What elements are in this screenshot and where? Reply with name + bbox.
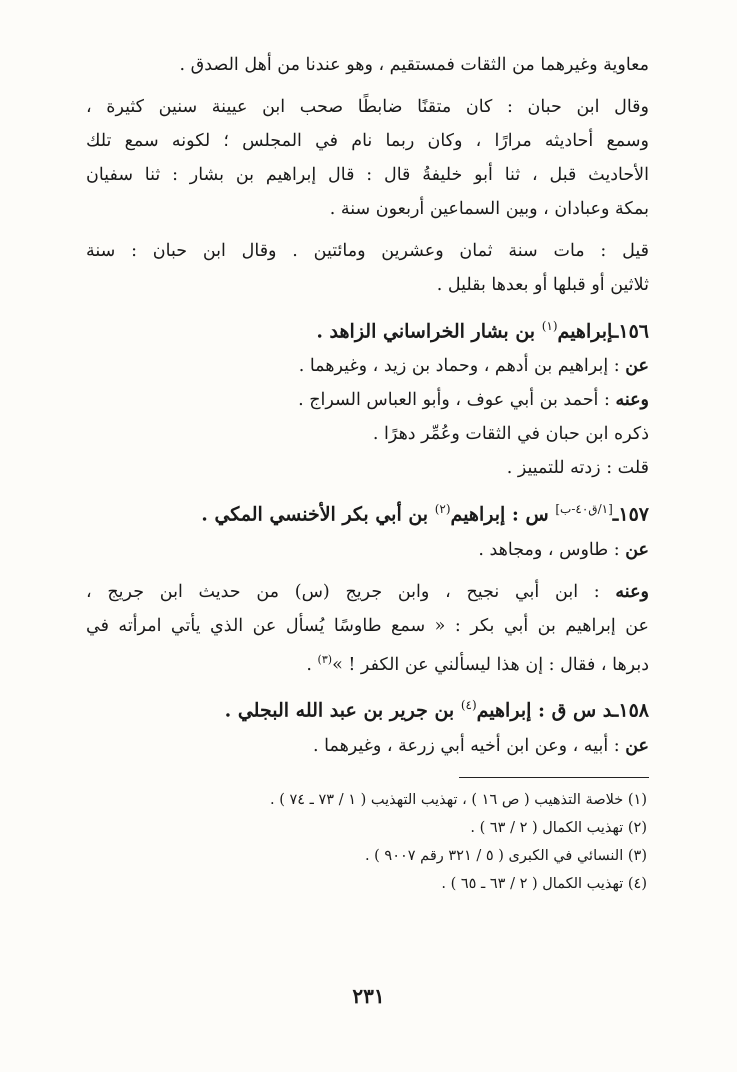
text-line bbox=[86, 643, 649, 682]
entry-158-heading bbox=[86, 687, 649, 728]
text-line: بمكة وعبادان ، وبين السماعين أربعون سنة . bbox=[329, 199, 649, 219]
footnote-ref: (٤) bbox=[460, 698, 477, 713]
entry-name: إبراهيم bbox=[476, 699, 532, 722]
page-number: ٢٣١ bbox=[352, 984, 385, 1008]
an-text: : طاوس ، ومجاهد . bbox=[478, 539, 620, 560]
entry-name-rest: بن بشار الخراساني الزاهد . bbox=[316, 320, 536, 343]
sigla: س : bbox=[511, 503, 549, 526]
text-line: عن إبراهيم بن أبي بكر : « سمع طاوسًا يُسأل عن الذي يأتي امرأته في bbox=[86, 615, 649, 636]
entry-name-rest: بن جرير بن عبد الله البجلي . bbox=[224, 699, 455, 722]
footnote: (٢) تهذيب الكمال ( ٢ / ٦٣ ) . bbox=[470, 819, 647, 836]
entry-number: ١٥٨ـ bbox=[612, 699, 649, 722]
punct: . bbox=[306, 654, 318, 675]
narrated-from-line bbox=[86, 729, 649, 763]
footnote: (١) خلاصة التذهيب ( ص ١٦ ) ، تهذيب التهذيب ( ١ / ٧٣ ـ ٧٤ ) . bbox=[269, 791, 647, 808]
an-text: : إبراهيم بن أدهم ، وحماد بن زيد ، وغيرهما . bbox=[298, 356, 620, 377]
entry-name-rest: بن أبي بكر الأخنسي المكي . bbox=[201, 503, 429, 526]
anhu-label: وعنه bbox=[615, 581, 649, 602]
anhu-text: : أحمد بن أبي عوف ، وأبو العباس السراج . bbox=[298, 390, 610, 411]
an-label: عن bbox=[625, 356, 649, 377]
narrated-from-line bbox=[86, 533, 649, 567]
entry-number: ١٥٧ـ bbox=[612, 503, 649, 526]
text-line: وسمع أحاديثه مرارًا ، وكان ربما نام في المجلس ؛ لكونه سمع تلك bbox=[86, 131, 649, 151]
text-line: قيل : مات سنة ثمان وعشرين ومائتين . وقال ابن حبان : سنة bbox=[86, 241, 649, 261]
footnote-ref: (١) bbox=[541, 319, 558, 333]
text-line: معاوية وغيرهما من الثقات فمستقيم ، وهو عندنا من أهل الصدق . bbox=[179, 55, 649, 75]
footnote: (٤) تهذيب الكمال ( ٢ / ٦٣ ـ ٦٥ ) . bbox=[441, 875, 647, 892]
entry-156-heading bbox=[86, 308, 649, 349]
narrators-line bbox=[86, 383, 649, 417]
narrators-line bbox=[86, 575, 649, 609]
text-line: ثلاثين أو قبلها أو بعدها بقليل . bbox=[436, 275, 649, 295]
anhu-label: وعنه bbox=[615, 390, 649, 411]
footnote-divider bbox=[459, 777, 649, 778]
narrated-from-line bbox=[86, 349, 649, 383]
an-text: : أبيه ، وعن ابن أخيه أبي زرعة ، وغيرهما . bbox=[313, 735, 620, 756]
quote-text: دبرها ، فقال : إن هذا ليسألني عن الكفر ! » bbox=[332, 654, 649, 675]
entry-number: ١٥٦ـ bbox=[612, 320, 649, 343]
footnote-ref: (٢) bbox=[434, 502, 451, 517]
footnote: (٣) النسائي في الكبرى ( ٥ / ٣٢١ رقم ٩٠٠٧ ) . bbox=[364, 847, 647, 864]
text-line: الأحاديث قبل ، ثنا أبو خليفةُ قال : قال إبراهيم بن بشار : ثنا سفيان bbox=[86, 165, 649, 185]
entry-name: إبراهيم bbox=[450, 503, 506, 526]
an-label: عن bbox=[625, 735, 649, 756]
entry-157-heading bbox=[86, 491, 649, 532]
text-line: وقال ابن حبان : كان متقنًا ضابطًا صحب ابن عيينة سنين كثيرة ، bbox=[86, 97, 649, 117]
footnote-ref: (٣) bbox=[317, 652, 333, 666]
manuscript-ref: [١/ق٤٠-ب] bbox=[555, 502, 613, 517]
sigla: د س ق : bbox=[538, 699, 613, 722]
text-line: ذكره ابن حبان في الثقات وعُمِّر دهرًا . bbox=[372, 424, 649, 445]
anhu-text: : ابن أبي نجيح ، وابن جريج (س) من حديث ابن جريج ، bbox=[86, 581, 600, 602]
an-label: عن bbox=[625, 539, 649, 560]
text-line: قلت : زدته للتمييز . bbox=[506, 458, 649, 479]
entry-name: إبراهيم bbox=[557, 320, 613, 343]
